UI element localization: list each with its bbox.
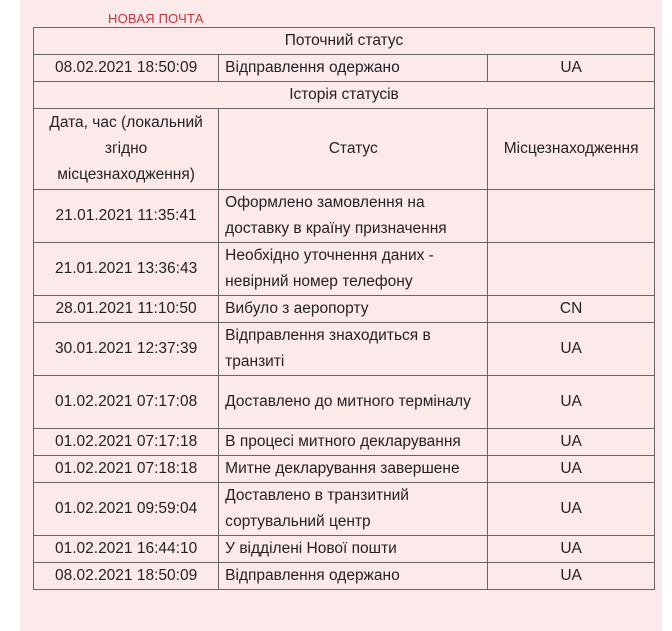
table-row bbox=[34, 483, 655, 536]
row-datetime: 01.02.2021 07:18:18 bbox=[34, 456, 219, 483]
row-datetime: 21.01.2021 11:35:41 bbox=[34, 190, 219, 243]
table-row bbox=[34, 563, 655, 590]
row-location: CN bbox=[488, 296, 655, 323]
row-datetime: 28.01.2021 11:10:50 bbox=[34, 296, 219, 323]
row-status: В процесі митного декларування bbox=[219, 429, 488, 456]
row-status: Доставлено до митного терміналу bbox=[219, 376, 488, 429]
table-row bbox=[34, 323, 655, 376]
row-datetime: 30.01.2021 12:37:39 bbox=[34, 323, 219, 376]
table-row bbox=[34, 243, 655, 296]
history-header-row bbox=[34, 82, 655, 109]
row-datetime: 08.02.2021 18:50:09 bbox=[34, 563, 219, 590]
current-status-row bbox=[34, 55, 655, 82]
row-status: У відділені Нової пошти bbox=[219, 536, 488, 563]
row-status: Оформлено замовлення на доставку в країну призначення bbox=[219, 190, 488, 243]
column-header-status: Статус bbox=[219, 109, 488, 190]
row-datetime: 01.02.2021 07:17:18 bbox=[34, 429, 219, 456]
history-title: Історія статусів bbox=[34, 82, 655, 109]
current-location: UA bbox=[488, 55, 655, 82]
table-row bbox=[34, 429, 655, 456]
row-status: Відправлення знаходиться в транзиті bbox=[219, 323, 488, 376]
row-location: UA bbox=[488, 563, 655, 590]
row-datetime: 01.02.2021 09:59:04 bbox=[34, 483, 219, 536]
current-status: Відправлення одержано bbox=[219, 55, 488, 82]
tracking-table bbox=[33, 27, 655, 590]
table-row bbox=[34, 536, 655, 563]
row-status: Вибуло з аеропорту bbox=[219, 296, 488, 323]
row-location: UA bbox=[488, 323, 655, 376]
table-row bbox=[34, 376, 655, 429]
carrier-name: НОВАЯ ПОЧТА bbox=[108, 11, 204, 26]
table-row bbox=[34, 190, 655, 243]
table-row bbox=[34, 456, 655, 483]
row-status: Митне декларування завершене bbox=[219, 456, 488, 483]
current-datetime: 08.02.2021 18:50:09 bbox=[34, 55, 219, 82]
row-location: UA bbox=[488, 429, 655, 456]
column-header-date: Дата, час (локальний згідно місцезнаходження) bbox=[34, 109, 219, 190]
column-header-location: Місцезнаходження bbox=[488, 109, 655, 190]
row-location: UA bbox=[488, 376, 655, 429]
row-location: UA bbox=[488, 536, 655, 563]
row-status: Доставлено в транзитний сортувальний центр bbox=[219, 483, 488, 536]
current-status-title: Поточний статус bbox=[34, 28, 655, 55]
history-columns-row bbox=[34, 109, 655, 190]
row-status: Необхідно уточнення даних - невірний номер телефону bbox=[219, 243, 488, 296]
row-location: UA bbox=[488, 456, 655, 483]
row-location bbox=[488, 190, 655, 243]
row-datetime: 01.02.2021 16:44:10 bbox=[34, 536, 219, 563]
current-status-header-row bbox=[34, 28, 655, 55]
row-location bbox=[488, 243, 655, 296]
row-datetime: 01.02.2021 07:17:08 bbox=[34, 376, 219, 429]
row-datetime: 21.01.2021 13:36:43 bbox=[34, 243, 219, 296]
row-status: Відправлення одержано bbox=[219, 563, 488, 590]
table-row bbox=[34, 296, 655, 323]
row-location: UA bbox=[488, 483, 655, 536]
